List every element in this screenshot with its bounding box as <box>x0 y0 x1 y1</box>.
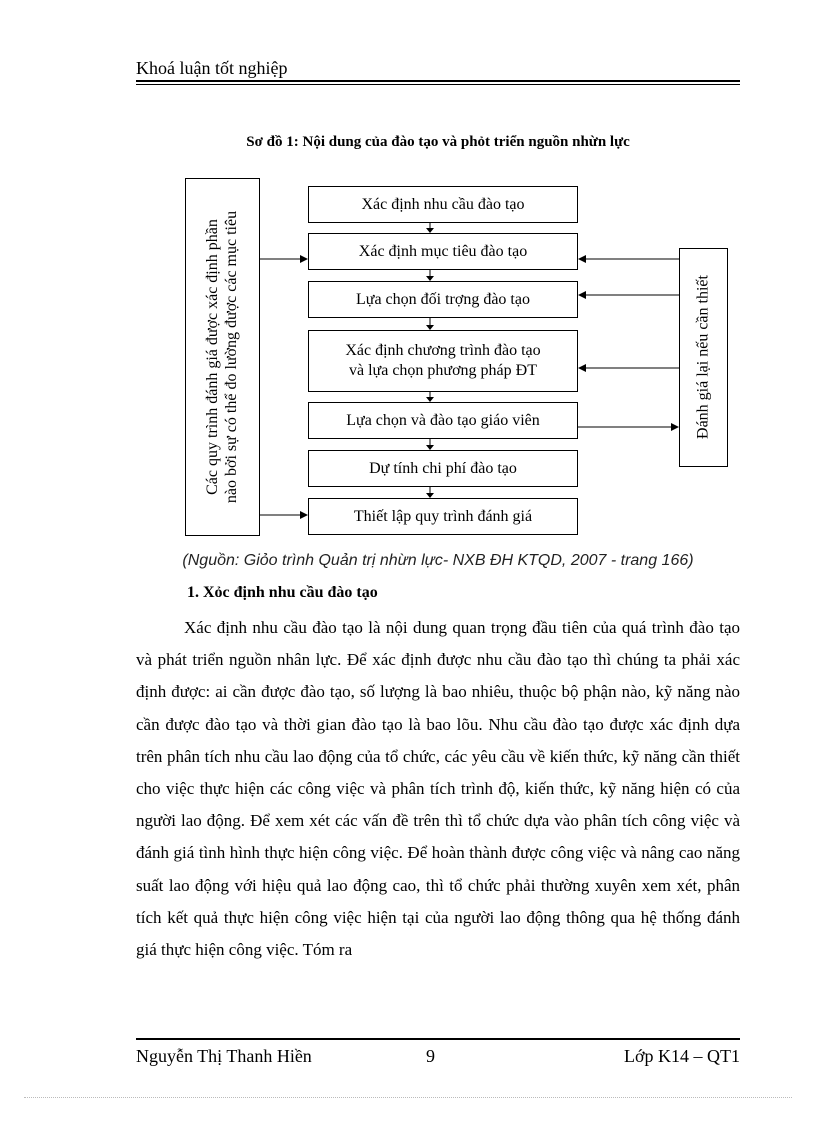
arrowhead-reevaluate-to-objectives <box>578 255 586 263</box>
step-set-objectives: Xác định mục tiêu đào tạo <box>308 233 578 270</box>
page-bottom-edge <box>24 1097 792 1098</box>
arrowhead-down-4 <box>426 397 434 402</box>
arrowhead-reevaluate-to-trainees <box>578 291 586 299</box>
page-header-title: Khoá luận tốt nghiệp <box>136 58 288 78</box>
arrowhead-left-to-objectives <box>300 255 308 263</box>
arrowhead-down-1 <box>426 228 434 233</box>
arrowhead-down-2 <box>426 276 434 281</box>
arrowhead-reevaluate-to-program <box>578 364 586 372</box>
step-select-teachers: Lựa chọn và đào tạo giáo viên <box>308 402 578 439</box>
section-heading: 1. Xỏc định nhu cầu đào tạo <box>187 584 378 601</box>
re-evaluate-text: Đánh giá lại nếu cần thiết <box>694 275 712 439</box>
evaluation-criteria-text: Các quy trình đánh giá được xác định phần nào bởi sự có thể đo lường được các mục tiêu <box>204 210 240 504</box>
arrowhead-down-3 <box>426 325 434 330</box>
diagram-title: Sơ đồ 1: Nội dung của đào tạo và phỏt triển nguồn nhừn lực <box>246 134 630 150</box>
diagram-source-note: (Nguồn: Giỏo trình Quản trị nhừn lực- NXB ĐH KTQD, 2007 - trang 166) <box>182 552 694 569</box>
arrowhead-teachers-to-reevaluate <box>671 423 679 431</box>
footer-page-number: 9 <box>426 1046 435 1066</box>
step-estimate-costs: Dự tính chi phí đào tạo <box>308 450 578 487</box>
step-select-trainees: Lựa chọn đối trợng đào tạo <box>308 281 578 318</box>
arrowhead-left-to-evaluation <box>300 511 308 519</box>
footer-class: Lớp K14 – QT1 <box>623 1046 740 1066</box>
step-identify-needs: Xác định nhu cầu đào tạo <box>308 186 578 223</box>
arrowhead-down-6 <box>426 493 434 498</box>
arrowhead-down-5 <box>426 445 434 450</box>
step-program-and-method: Xác định chương trình đào tạo và lựa chọn phương pháp ĐT <box>308 330 578 392</box>
body-paragraph: Xác định nhu cầu đào tạo là nội dung quan trọng đầu tiên của quá trình đào tạo và phát triển nguồn nhân lực. Để xác định được nhu cầu đào tạo thì chúng ta phải xác định được: ai cần được đào tạo, số lượng là bao nhiêu, thuộc bộ phận nào, kỹ năng nào cần được đào tạo và thời gian đào tạo là bao lõu. Nhu cầu đào tạo được xác định dựa trên phân tích nhu cầu lao động của tổ chức, các yêu cầu về kiến thức, kỹ năng cần thiết cho việc thực hiện các công việc và phân tích trình độ, kiến thức, kỹ năng hiện có của người lao động. Để xem xét các vấn đề trên thì tổ chức dựa vào phân tích công việc và đánh giá tình hình thực hiện công việc. Để hoàn thành được công việc và nâng cao năng suất lao động với hiệu quả lao động cao, thì tổ chức phải thường xuyên xem xét, phân tích kết quả thực hiện công việc hiện tại của người lao động thông qua hệ thống đánh giá thực hiện công việc. Tóm ra <box>136 618 740 960</box>
footer-author: Nguyễn Thị Thanh Hiền <box>136 1046 312 1066</box>
footer-rule <box>136 1038 740 1040</box>
step-evaluation-process: Thiết lập quy trình đánh giá <box>308 498 578 535</box>
